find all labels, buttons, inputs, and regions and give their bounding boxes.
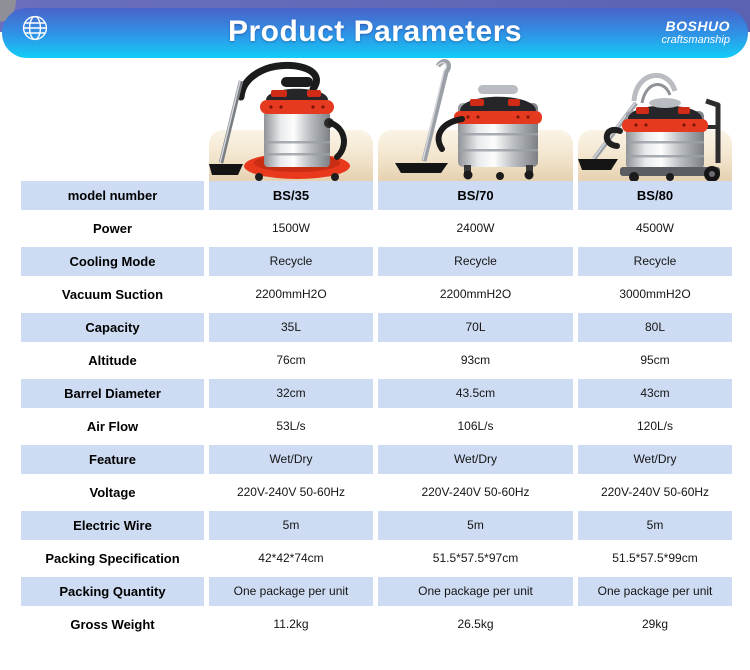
spec-label: Electric Wire — [21, 511, 204, 540]
brand-logo — [662, 18, 730, 47]
spec-value: 1500W — [271, 221, 311, 236]
spec-label: Packing Quantity — [21, 577, 204, 606]
spec-label: model number — [21, 181, 204, 210]
spec-value: 220V-240V 50-60Hz — [600, 485, 710, 500]
spec-value: Recycle — [209, 247, 373, 276]
spec-value: 93cm — [460, 353, 491, 368]
spec-value: Recycle — [378, 247, 573, 276]
brand-tagline: craftsmanship — [661, 34, 730, 47]
spec-value: 53L/s — [276, 419, 306, 434]
spec-value: BS/35 — [209, 181, 373, 210]
spec-value: 29kg — [641, 617, 669, 632]
spec-value: 5m — [209, 511, 373, 540]
spec-value: Recycle — [578, 247, 732, 276]
brand-name: BOSHUO — [665, 18, 730, 34]
spec-value: 106L/s — [457, 419, 494, 434]
spec-label: Altitude — [88, 352, 137, 368]
spec-value: 42*42*74cm — [258, 551, 324, 566]
spec-value: BS/80 — [578, 181, 732, 210]
spec-value: 5m — [578, 511, 732, 540]
spec-value: 70L — [378, 313, 573, 342]
product-image-bs80 — [578, 59, 732, 182]
spec-label: Voltage — [89, 484, 136, 500]
spec-value: 11.2kg — [273, 617, 309, 632]
spec-label: Feature — [21, 445, 204, 474]
spec-label: Gross Weight — [70, 616, 155, 632]
spec-value: 220V-240V 50-60Hz — [421, 485, 530, 500]
spec-value: 2400W — [456, 221, 495, 236]
product-image-bs70 — [378, 59, 573, 182]
spec-value: 26.5kg — [457, 617, 494, 632]
spec-label: Power — [92, 220, 132, 236]
spec-value: 51.5*57.5*99cm — [612, 551, 698, 566]
spec-value: 35L — [209, 313, 373, 342]
spec-label: Cooling Mode — [21, 247, 204, 276]
spec-value: 43cm — [578, 379, 732, 408]
spec-value: Wet/Dry — [209, 445, 373, 474]
spec-value: 120L/s — [636, 419, 674, 434]
spec-value: One package per unit — [578, 577, 732, 606]
spec-label: Vacuum Suction — [61, 286, 164, 302]
spec-value: 32cm — [209, 379, 373, 408]
spec-value: One package per unit — [378, 577, 573, 606]
spec-value: 76cm — [276, 353, 306, 368]
header-banner — [2, 8, 748, 58]
spec-value: 2200mmH2O — [439, 287, 512, 302]
spec-label: Packing Specification — [45, 550, 180, 566]
spec-value: Wet/Dry — [378, 445, 573, 474]
spec-value: 5m — [378, 511, 573, 540]
spec-value: 95cm — [640, 353, 670, 368]
spec-value: BS/70 — [378, 181, 573, 210]
spec-value: 80L — [578, 313, 732, 342]
spec-value: 220V-240V 50-60Hz — [236, 485, 346, 500]
product-image-bs35 — [209, 59, 373, 182]
spec-value: One package per unit — [209, 577, 373, 606]
spec-label: Barrel Diameter — [21, 379, 204, 408]
spec-value: 4500W — [635, 221, 675, 236]
spec-value: 3000mmH2O — [619, 287, 691, 302]
spec-label: Air Flow — [86, 418, 139, 434]
spec-table — [21, 181, 732, 639]
page-title: Product Parameters — [227, 15, 523, 48]
spec-label: Capacity — [21, 313, 204, 342]
spec-value: Wet/Dry — [578, 445, 732, 474]
spec-value: 2200mmH2O — [255, 287, 327, 302]
spec-value: 43.5cm — [378, 379, 573, 408]
spec-value: 51.5*57.5*97cm — [432, 551, 519, 566]
